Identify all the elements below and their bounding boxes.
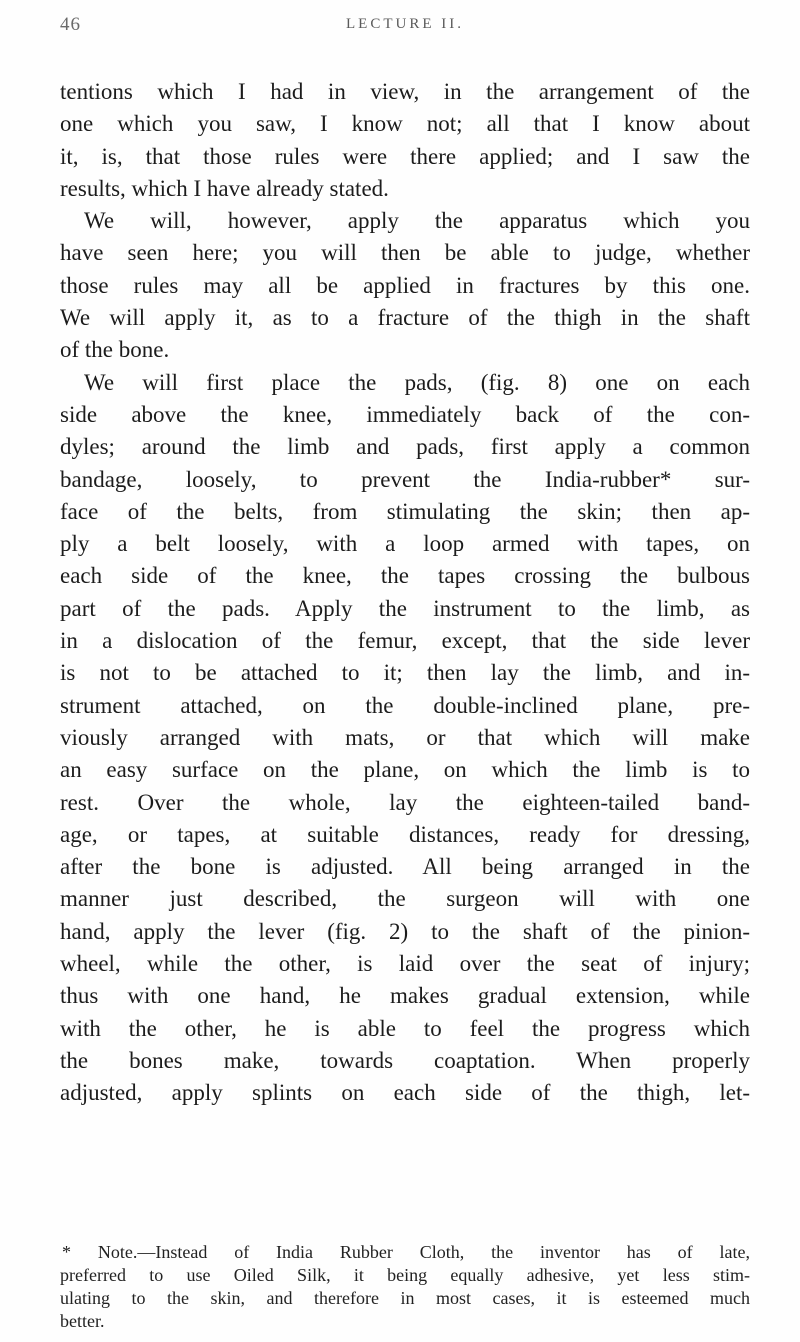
text-line: side above the knee, immediately back of the con- (60, 401, 750, 427)
text-line: have seen here; you will then be able to judge, whether (60, 240, 750, 266)
text-line: with the other, he is able to feel the progress which (60, 1015, 750, 1041)
text-line: results, which I have already stated. (60, 175, 389, 201)
body-text (60, 76, 750, 1110)
text-line: each side of the knee, the tapes crossing the bulbous (60, 563, 750, 589)
text-line: We will, however, apply the apparatus which you (84, 208, 750, 234)
page-number: 46 (60, 14, 81, 35)
text-line: those rules may all be applied in fractures by this one. (60, 272, 750, 298)
text-line: one which you saw, I know not; all that I know about (60, 111, 750, 137)
text-line: age, or tapes, at suitable distances, ready for dressing, (60, 821, 750, 847)
text-line: viously arranged with mats, or that which will make (60, 724, 750, 750)
text-line: strument attached, on the double-inclined plane, pre- (60, 692, 750, 718)
text-line: ply a belt loosely, with a loop armed with tapes, on (60, 531, 750, 557)
text-line: hand, apply the lever (fig. 2) to the shaft of the pinion- (60, 918, 750, 944)
text-line: the bones make, towards coaptation. When properly (60, 1047, 750, 1073)
footnote-line: * Note.—Instead of India Rubber Cloth, the inventor has of late, (62, 1242, 750, 1262)
footnote-line: ulating to the skin, and therefore in most cases, it is esteemed much (60, 1288, 750, 1308)
text-line: it, is, that those rules were there applied; and I saw the (60, 143, 750, 169)
text-line: thus with one hand, he makes gradual extension, while (60, 983, 750, 1009)
text-line: dyles; around the limb and pads, first apply a common (60, 434, 750, 460)
footnote-line: better. (60, 1311, 105, 1331)
text-line: is not to be attached to it; then lay the limb, and in- (60, 660, 750, 686)
text-line: of the bone. (60, 337, 170, 363)
text-line: manner just described, the surgeon will with one (60, 886, 750, 912)
text-line: after the bone is adjusted. All being arranged in the (60, 854, 750, 880)
running-head: LECTURE II. (346, 16, 464, 32)
page-header (60, 14, 750, 38)
footnote-line: preferred to use Oiled Silk, it being equally adhesive, yet less stim- (60, 1265, 750, 1285)
text-line: wheel, while the other, is laid over the seat of injury; (60, 951, 750, 977)
text-line: bandage, loosely, to prevent the India-rubber* sur- (60, 466, 750, 492)
text-line: We will apply it, as to a fracture of the thigh in the shaft (60, 305, 750, 331)
text-line: adjusted, apply splints on each side of the thigh, let- (60, 1080, 750, 1106)
text-line: part of the pads. Apply the instrument to the limb, as (60, 595, 750, 621)
text-line: an easy surface on the plane, on which the limb is to (60, 757, 750, 783)
footnote (60, 1241, 750, 1333)
text-line: in a dislocation of the femur, except, that the side lever (60, 628, 750, 654)
text-line: face of the belts, from stimulating the skin; then ap- (60, 498, 750, 524)
text-line: We will first place the pads, (fig. 8) one on each (84, 369, 750, 395)
text-line: rest. Over the whole, lay the eighteen-tailed band- (60, 789, 750, 815)
text-line: tentions which I had in view, in the arrangement of the (60, 79, 750, 104)
